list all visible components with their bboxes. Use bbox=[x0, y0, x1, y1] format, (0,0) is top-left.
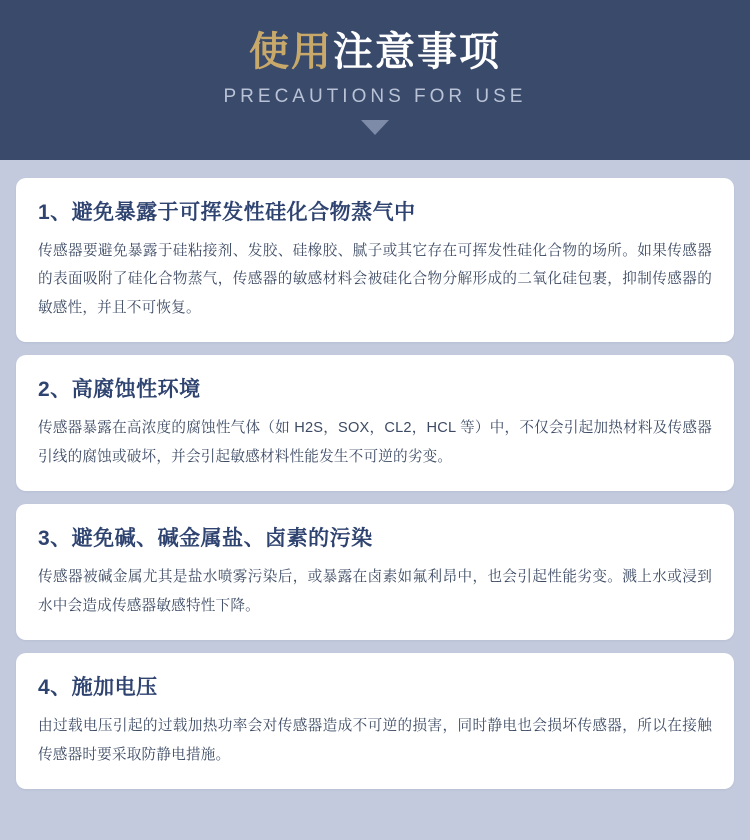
page-title bbox=[249, 28, 501, 76]
section-body: 传感器暴露在高浓度的腐蚀性气体（如 H2S，SOX，CL2，HCL 等）中，不仅会引起加热材料及传感器引线的腐蚀或破坏，并会引起敏感材料性能发生不可逆的劣变。 bbox=[38, 420, 712, 465]
triangle-down-icon bbox=[361, 120, 389, 135]
page-subtitle: PRECAUTIONS FOR USE bbox=[223, 86, 527, 107]
section-body: 传感器要避免暴露于硅粘接剂、发胶、硅橡胶、腻子或其它存在可挥发性硅化合物的场所。如果传感器的表面吸附了硅化合物蒸气，传感器的敏感材料会被硅化合物分解形成的二氧化硅包裹，抑制传感器的敏感性，并且不可恢复。 bbox=[38, 243, 712, 316]
section-title: 2、高腐蚀性环境 bbox=[38, 378, 201, 402]
precaution-list bbox=[0, 160, 750, 801]
list-item bbox=[16, 504, 734, 640]
section-title: 3、避免碱、碱金属盐、卤素的污染 bbox=[38, 527, 373, 551]
section-title: 4、施加电压 bbox=[38, 676, 158, 700]
section-title: 1、避免暴露于可挥发性硅化合物蒸气中 bbox=[38, 201, 416, 224]
page-title-main: 注意事项 bbox=[333, 30, 501, 74]
section-body: 传感器被碱金属尤其是盐水喷雾污染后，或暴露在卤素如氟利昂中，也会引起性能劣变。溅上水或浸到水中会造成传感器敏感特性下降。 bbox=[38, 569, 712, 614]
list-item bbox=[16, 653, 734, 789]
page-header bbox=[0, 0, 750, 160]
list-item bbox=[16, 178, 734, 342]
page-title-accent: 使用 bbox=[249, 30, 333, 74]
list-item bbox=[16, 355, 734, 491]
section-body: 由过载电压引起的过载加热功率会对传感器造成不可逆的损害，同时静电也会损坏传感器，所以在接触传感器时要采取防静电措施。 bbox=[38, 718, 712, 763]
